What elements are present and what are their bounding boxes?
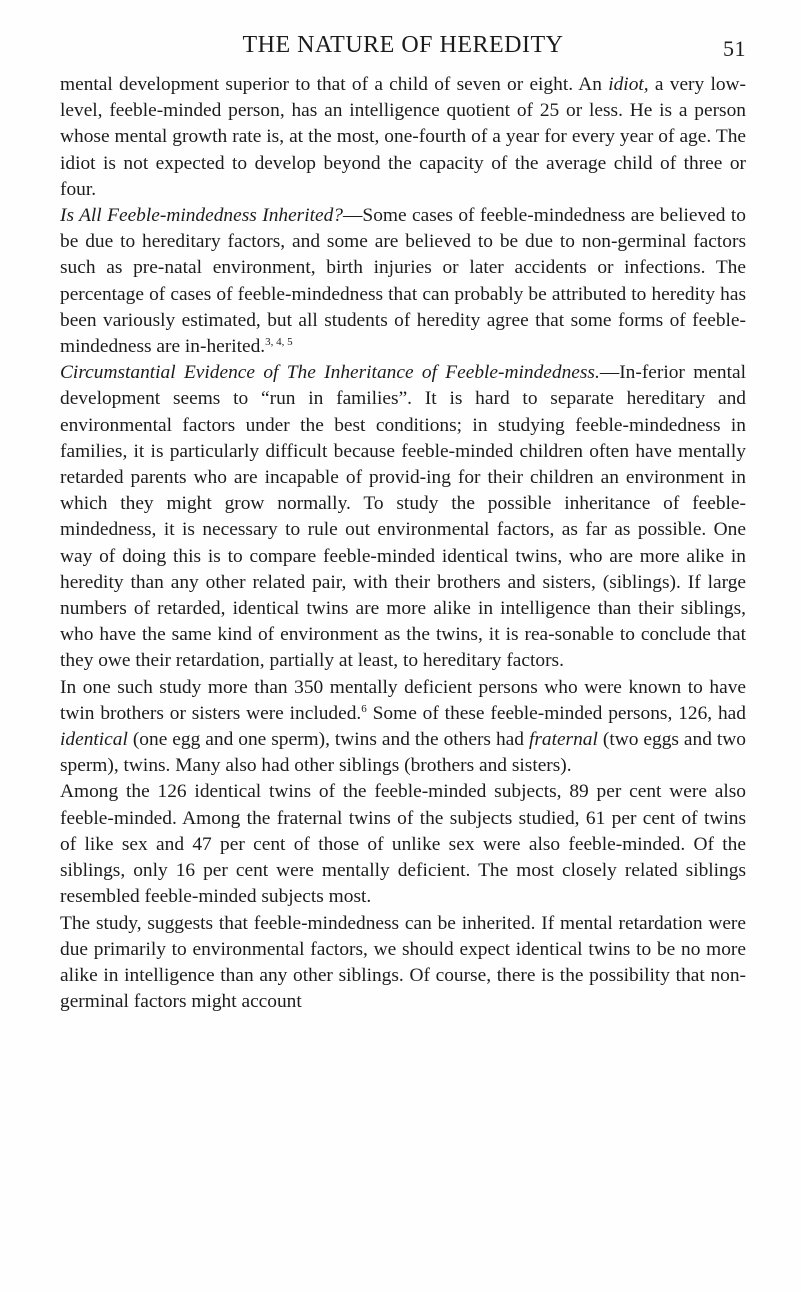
running-head xyxy=(60,32,746,72)
paragraph-4-text-c: (one egg and one sperm), twins and the others had xyxy=(127,729,529,751)
paragraph-4 xyxy=(60,675,746,780)
body-text xyxy=(60,72,746,1015)
book-page xyxy=(60,32,746,1015)
running-head-title: THE NATURE OF HEREDITY xyxy=(242,32,564,58)
term-fraternal: fraternal xyxy=(528,729,598,751)
paragraph-3-text: —In-ferior mental development seems to “run in families”. It is hard to separate hereditary and environmental factors under the best conditions; in studying feeble-mindedness in families, it is particularly difficult because feeble-minded children often have mentally retarded parents who are incapable of provid-ing for their children an environment in which they might grow normally. To study the possible inheritance of feeble-mindedness, it is necessary to rule out environmental factors, as far as possible. One way of doing this is to compare feeble-minded identical twins, who are more alike in heredity than any other related pair, with their brothers and sisters, (siblings). If large numbers of retarded, identical twins are more alike in intelligence than their siblings, who have the same kind of environment as the twins, it is rea-sonable to conclude that they owe their retardation, partially at least, to hereditary factors. xyxy=(60,362,746,672)
footnote-refs-3-4-5: 3, 4, 5 xyxy=(265,336,293,349)
paragraph-2 xyxy=(60,203,746,360)
paragraph-4-text-b: Some of these feeble-minded persons, 126, had xyxy=(366,702,746,724)
paragraph-1-text-b: a very low-level, feeble-minded person, has an intelligence quotient of 25 or less. He is a person whose mental growth rate is, at the most, one-fourth of a year for every year of age. The idiot is not expected to develop beyond the capacity of the average child of three or four. xyxy=(60,74,747,200)
paragraph-5: Among the 126 identical twins of the feeble-minded subjects, 89 per cent were also feeble-minded. Among the fraternal twins of the subjects studied, 61 per cent of twins of like sex and 47 per cent of those of unlike sex were also feeble-minded. Of the siblings, only 16 per cent were mentally deficient. The most closely related siblings resembled feeble-minded subjects most. xyxy=(60,781,746,908)
section-heading-circumstantial-evidence: Circumstantial Evidence of The Inheritance of Feeble-mindedness. xyxy=(60,362,600,384)
footnote-ref-6: 6 xyxy=(361,702,367,715)
paragraph-1-text-a: mental development superior to that of a child of seven or eight. An xyxy=(60,74,609,95)
paragraph-1 xyxy=(60,72,746,203)
term-idiot: idiot, xyxy=(608,74,649,95)
section-heading-inherited: Is All Feeble-mindedness Inherited? xyxy=(60,205,344,227)
page-number: 51 xyxy=(723,36,746,61)
term-identical: identical xyxy=(60,729,128,751)
paragraph-6: The study, suggests that feeble-mindedness can be inherited. If mental retardation were due primarily to environmental factors, we should expect identical twins to be no more alike in intelligence than any other siblings. Of course, there is the possibility that non-germinal factors might account xyxy=(60,912,746,1013)
paragraph-2-text: —Some cases of feeble-mindedness are believed to be due to hereditary factors, and some are believed to be due to non-germinal factors such as pre-natal environment, birth injuries or later accidents or infections. The percentage of cases of feeble-mindedness that can probably be attributed to heredity has been variously estimated, but all students of heredity agree that some forms of feeble-mindedness are in-herited. xyxy=(60,205,746,358)
paragraph-3 xyxy=(60,360,746,674)
paragraph-4-text-d: (two eggs and two sperm), twins. Many also had other siblings (brothers and sisters). xyxy=(60,729,747,777)
paragraph-4-text-a: In one such study more than 350 mentally deficient persons who were known to have twin brothers or sisters were included. xyxy=(60,676,746,724)
